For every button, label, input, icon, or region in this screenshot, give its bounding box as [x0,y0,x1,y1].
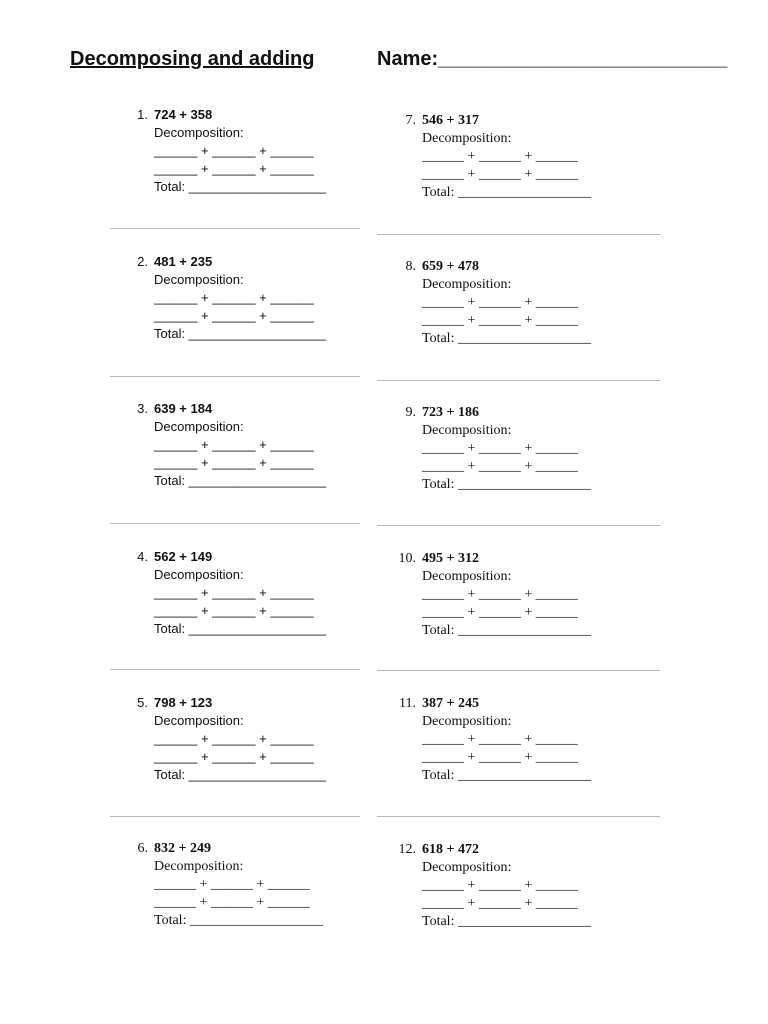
blank-row[interactable]: ______ + ______ + ______ [422,149,578,164]
problem-expression: 387 + 245 [422,696,479,711]
decomposition-label: Decomposition: [154,419,244,434]
total-field[interactable]: Total: ___________________ [422,914,591,929]
decomposition-label: Decomposition: [154,859,244,874]
divider [377,670,660,671]
blank-row[interactable]: ______ + ______ + ______ [154,143,314,158]
blank-row[interactable]: ______ + ______ + ______ [154,455,314,470]
problem-6 [126,840,323,930]
problem-number: 3. [137,401,148,416]
total-field[interactable]: Total: ___________________ [154,621,327,636]
blank-row[interactable]: ______ + ______ + ______ [154,585,314,600]
problem-5 [126,694,326,784]
problem-expression: 723 + 186 [422,405,479,420]
total-field[interactable]: Total: ___________________ [154,326,327,341]
problem-expression: 481 + 235 [154,254,213,269]
divider [110,376,360,377]
decomposition-label: Decomposition: [422,423,512,438]
divider [110,523,360,524]
problem-expression: 832 + 249 [154,841,211,856]
blank-row[interactable]: ______ + ______ + ______ [154,895,310,910]
problem-expression: 618 + 472 [422,842,479,857]
blank-row[interactable]: ______ + ______ + ______ [154,290,314,305]
blank-row[interactable]: ______ + ______ + ______ [422,295,578,310]
problem-10 [394,550,591,640]
decomposition-label: Decomposition: [422,277,512,292]
total-field[interactable]: Total: ___________________ [154,767,327,782]
problem-number: 10. [398,551,416,566]
decomposition-label: Decomposition: [422,860,512,875]
total-field[interactable]: Total: ___________________ [154,179,327,194]
blank-row[interactable]: ______ + ______ + ______ [154,603,314,618]
blank-row[interactable]: ______ + ______ + ______ [422,313,578,328]
blank-row[interactable]: ______ + ______ + ______ [422,750,578,765]
problem-expression: 546 + 317 [422,113,479,128]
divider [377,816,660,817]
divider [110,669,360,670]
decomposition-label: Decomposition: [154,567,244,582]
decomposition-label: Decomposition: [154,272,244,287]
problem-number: 6. [137,841,148,856]
total-field[interactable]: Total: ___________________ [422,477,591,492]
total-field[interactable]: Total: ___________________ [154,913,323,928]
problem-4 [126,548,326,638]
blank-row[interactable]: ______ + ______ + ______ [422,732,578,747]
problem-expression: 562 + 149 [154,549,213,564]
blank-row[interactable]: ______ + ______ + ______ [154,437,314,452]
problem-expression: 659 + 478 [422,259,479,274]
worksheet-title: Decomposing and adding [70,48,315,70]
problem-expression: 724 + 358 [154,107,213,122]
problem-7 [394,112,591,202]
problem-1 [126,106,326,196]
divider [377,380,660,381]
total-field[interactable]: Total: ___________________ [422,768,591,783]
problem-number: 11. [399,696,416,711]
blank-row[interactable]: ______ + ______ + ______ [422,587,578,602]
total-field[interactable]: Total: ___________________ [422,331,591,346]
problem-8 [394,258,591,348]
problem-2 [126,253,326,343]
decomposition-label: Decomposition: [154,125,244,140]
blank-row[interactable]: ______ + ______ + ______ [154,749,314,764]
problem-number: 1. [137,107,148,122]
problem-number: 4. [137,549,148,564]
name-field[interactable]: Name:__________________________ [377,48,728,70]
problem-expression: 639 + 184 [154,401,213,416]
blank-row[interactable]: ______ + ______ + ______ [154,161,314,176]
decomposition-label: Decomposition: [154,713,244,728]
blank-row[interactable]: ______ + ______ + ______ [422,167,578,182]
total-field[interactable]: Total: ___________________ [422,623,591,638]
blank-row[interactable]: ______ + ______ + ______ [422,896,578,911]
blank-row[interactable]: ______ + ______ + ______ [422,605,578,620]
problem-12 [394,841,591,931]
problem-9 [394,404,591,494]
problem-expression: 495 + 312 [422,551,479,566]
problem-number: 9. [405,405,416,420]
decomposition-label: Decomposition: [422,569,512,584]
problem-number: 2. [137,254,148,269]
blank-row[interactable]: ______ + ______ + ______ [154,877,310,892]
divider [110,228,360,229]
blank-row[interactable]: ______ + ______ + ______ [422,441,578,456]
problem-number: 7. [405,113,416,128]
decomposition-label: Decomposition: [422,131,512,146]
problem-expression: 798 + 123 [154,695,213,710]
blank-row[interactable]: ______ + ______ + ______ [154,308,314,323]
divider [377,234,660,235]
problem-3 [126,400,326,490]
problem-number: 12. [398,842,416,857]
total-field[interactable]: Total: ___________________ [154,473,327,488]
blank-row[interactable]: ______ + ______ + ______ [422,459,578,474]
blank-row[interactable]: ______ + ______ + ______ [422,878,578,893]
divider [377,525,660,526]
problem-number: 5. [137,695,148,710]
total-field[interactable]: Total: ___________________ [422,185,591,200]
problem-11 [394,695,591,785]
blank-row[interactable]: ______ + ______ + ______ [154,731,314,746]
divider [110,816,360,817]
problem-number: 8. [405,259,416,274]
decomposition-label: Decomposition: [422,714,512,729]
